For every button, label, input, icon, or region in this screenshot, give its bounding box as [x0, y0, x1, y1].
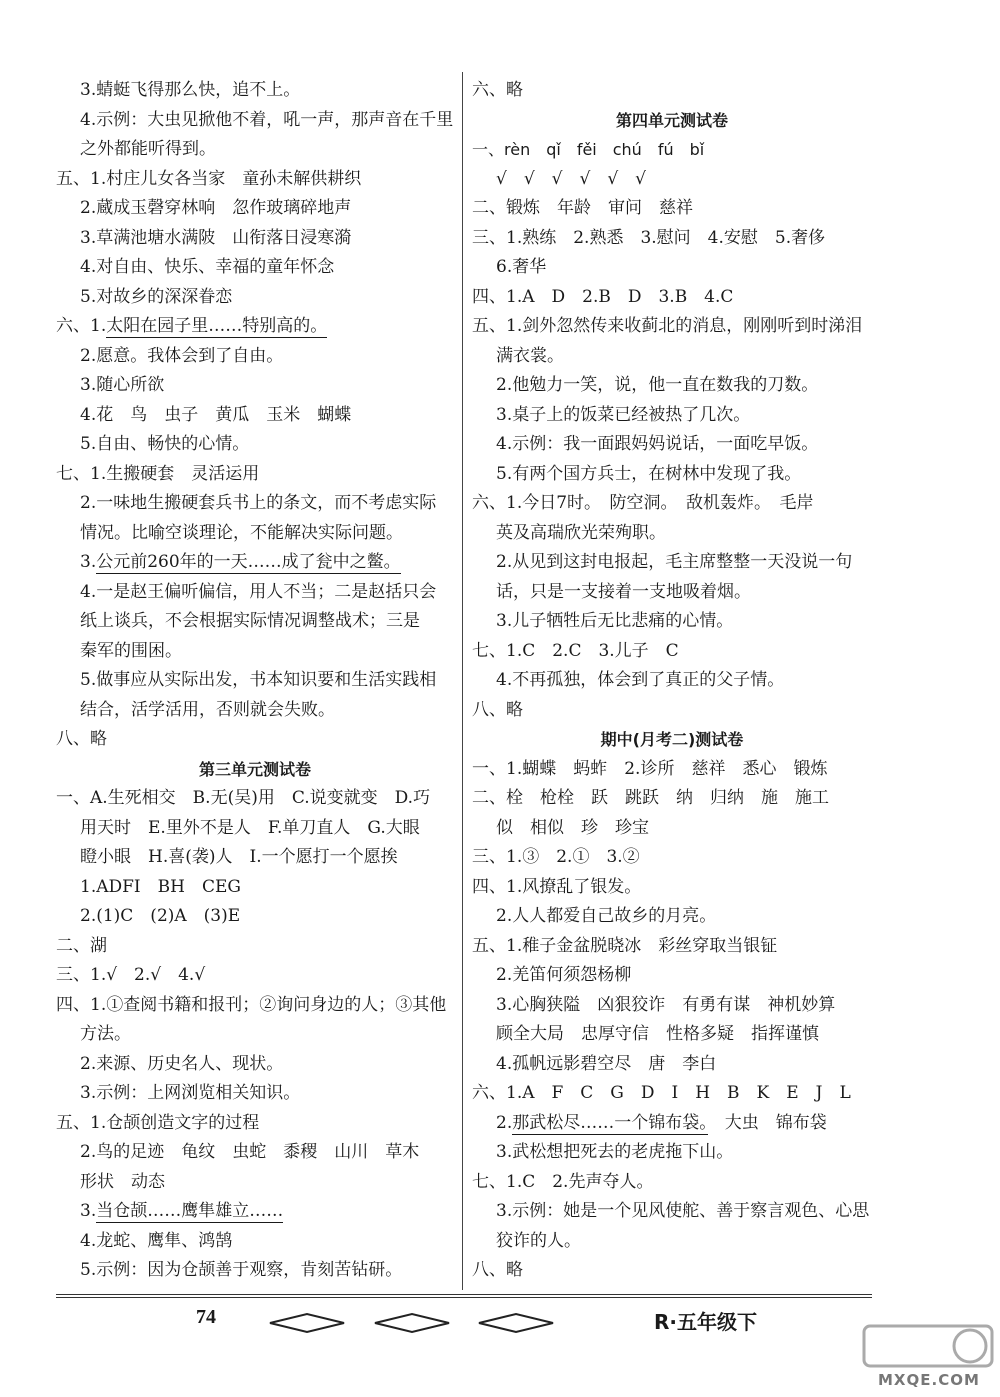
answer-text: 七、1.C 2.C 3.儿子 C: [472, 640, 679, 661]
answer-line: [472, 1050, 872, 1080]
underlined-answer: 公元前260年的一天……成了瓮中之鳖。: [96, 552, 401, 572]
answer-line: [472, 430, 872, 460]
answer-line: [472, 1168, 872, 1198]
answer-line: [472, 843, 872, 873]
answer-line: [472, 902, 872, 932]
answer-line: [56, 401, 454, 431]
answer-line: [56, 489, 454, 519]
answer-line: [56, 873, 454, 903]
answer-text: 四、1.A D 2.B D 3.B 4.C: [472, 286, 734, 307]
footer-rule-top: [56, 1294, 872, 1295]
underlined-answer: 太阳在园子里……特别高的。: [106, 316, 328, 336]
answer-line: [472, 1079, 872, 1109]
section-heading: [56, 755, 454, 785]
answer-text: 之外都能听得到。: [80, 139, 216, 159]
answer-text: 纸上谈兵，不会根据实际情况调整战术；三是: [80, 611, 420, 631]
answer-line: [56, 1256, 454, 1286]
answer-text: 瞪小眼 H.喜(袭)人 I.一个愿打一个愿挨: [80, 847, 398, 867]
answer-text: 结合，活学活用，否则就会失败。: [80, 699, 335, 720]
answer-line: [472, 1256, 872, 1286]
answer-text: 3.: [80, 552, 97, 572]
answer-text: 八、略: [472, 699, 523, 720]
answer-text: 3.草满池塘水满陂 山衔落日浸寒漪: [80, 227, 352, 248]
answer-line: [56, 224, 454, 254]
answer-line: [56, 342, 454, 372]
answer-line: [472, 253, 872, 283]
answer-line: [56, 1079, 454, 1109]
answer-text: 七、1.C 2.先声夺人。: [472, 1171, 654, 1192]
answer-text: 话，只是一支接着一支地吸着烟。: [496, 581, 751, 602]
answer-line: [472, 224, 872, 254]
answer-line: [56, 1109, 454, 1139]
answer-line: [56, 283, 454, 313]
answer-text: 5.示例：因为仓颉善于观察，肯刻苦钻研。: [80, 1260, 403, 1280]
answer-line: [56, 784, 454, 814]
answer-text: 三、1.③ 2.① 3.②: [472, 847, 640, 867]
footer-rule-bottom: [56, 1297, 872, 1298]
answer-text: 4.孤帆远影碧空尽 唐 李白: [496, 1053, 717, 1074]
answer-text: 四、1.风撩乱了银发。: [472, 876, 642, 897]
answer-line: [472, 578, 872, 608]
watermark-text: MXQE.COM: [878, 1371, 980, 1389]
answer-text: 五、1.剑外忽然传来收蓟北的消息，刚刚听到时涕泪: [472, 316, 863, 336]
answer-line: [472, 696, 872, 726]
answer-line: [472, 342, 872, 372]
answer-line: [472, 312, 872, 342]
answer-text: 2.一味地生搬硬套兵书上的条文，而不考虑实际: [80, 493, 437, 513]
answer-line: [472, 401, 872, 431]
answer-text: 似 相似 珍 珍宝: [496, 817, 649, 838]
answer-text: 六、1.今日7时。 防空洞。 敌机轰炸。 毛岸: [472, 493, 814, 513]
answer-text: 方法。: [80, 1024, 131, 1044]
answer-text: 七、1.生搬硬套 灵活运用: [56, 463, 260, 484]
answer-text: 2.鸟的足迹 龟纹 虫蛇 黍稷 山川 草木: [80, 1142, 420, 1162]
answer-line: [472, 1197, 872, 1227]
answer-line: [56, 1050, 454, 1080]
answer-text: 5.对故乡的深深眷恋: [80, 286, 233, 307]
answer-line: [472, 637, 872, 667]
answer-text: 四、1.①查阅书籍和报刊；②询问身边的人；③其他: [56, 994, 447, 1015]
answer-text: 4.示例：我一面跟妈妈说话，一面吃早饭。: [496, 434, 819, 454]
diamond-ornament-1: [268, 1312, 346, 1334]
answer-line: [472, 607, 872, 637]
answer-text: 二、锻炼 年龄 审问 慈祥: [472, 198, 693, 218]
answer-text: 2.人人都爱自己故乡的月亮。: [496, 906, 717, 926]
answer-text: 五、1.稚子金盆脱晓冰 彩丝穿取当银钲: [472, 935, 778, 956]
answer-line: [56, 1020, 454, 1050]
answer-line: [56, 76, 454, 106]
answer-text: 5.做事应从实际出发，书本知识要和生活实践相: [80, 670, 437, 690]
answer-text: 3.: [80, 1201, 97, 1221]
answer-text: 6.奢华: [496, 257, 547, 277]
answer-text: 满衣裳。: [496, 345, 564, 366]
answer-text: 秦军的围困。: [80, 640, 182, 661]
answer-line: [56, 371, 454, 401]
answer-line: [472, 814, 872, 844]
answer-text: 2.蔵成玉磬穿林响 忽作玻璃碎地声: [80, 198, 352, 218]
answer-text: 六、1.A F C G D I H B K E J L: [472, 1083, 851, 1103]
diamond-ornament-2: [373, 1312, 451, 1334]
answer-text: 期中(月考二)测试卷: [600, 730, 744, 749]
answer-line: [56, 106, 454, 136]
answer-text: 六、1.: [56, 316, 107, 336]
answer-text: 一、A.生死相交 B.无(吴)用 C.说变就变 D.巧: [56, 788, 431, 808]
answer-line: [56, 194, 454, 224]
answer-line: [472, 1109, 872, 1139]
answer-text: 3.示例：她是一个见风使舵、善于察言观色、心思: [496, 1201, 870, 1221]
answer-line: [56, 696, 454, 726]
answer-text: 情况。比喻空谈理论，不能解决实际问题。: [80, 522, 403, 543]
answer-text: 4.不再孤独，体会到了真正的父子情。: [496, 670, 785, 690]
answer-text: 3.儿子牺牲后无比悲痛的心情。: [496, 611, 734, 631]
answer-text: 形状 动态: [80, 1171, 165, 1192]
answer-line: [56, 460, 454, 490]
answer-line: [56, 1168, 454, 1198]
answer-text: 4.对自由、快乐、幸福的童年怀念: [80, 257, 335, 277]
underlined-answer: 那武松尽……一个锦布袋。: [512, 1112, 708, 1133]
answer-line: [472, 283, 872, 313]
underlined-answer: 当仓颉……鹰隼雄立……: [96, 1201, 284, 1221]
answer-text: 第四单元测试卷: [615, 110, 728, 130]
answer-text: 五、1.村庄儿女各当家 童孙未解供耕织: [56, 168, 362, 189]
answer-line: [56, 725, 454, 755]
diamond-ornament-3: [477, 1312, 555, 1334]
answer-line: [56, 991, 454, 1021]
answer-line: [472, 165, 872, 195]
answer-text: 5.自由、畅快的心情。: [80, 434, 250, 454]
answer-line: [56, 843, 454, 873]
answer-line: [56, 637, 454, 667]
answer-line: [472, 519, 872, 549]
answer-text: 狡诈的人。: [496, 1230, 581, 1251]
answer-line: [56, 932, 454, 962]
answer-line: [56, 578, 454, 608]
answer-text: 3.随心所欲: [80, 375, 165, 395]
answer-text: 4.示例：大虫见掀他不着，吼一声，那声音在千里: [80, 109, 454, 130]
answer-text: 3.示例：上网浏览相关知识。: [80, 1083, 301, 1103]
answer-line: [56, 814, 454, 844]
answer-line: [56, 312, 454, 342]
answer-text: 3.蜻蜓飞得那么快，追不上。: [80, 80, 301, 100]
answer-line: [472, 991, 872, 1021]
answer-line: [472, 548, 872, 578]
answer-text: 八、略: [56, 729, 107, 749]
answer-line: [472, 784, 872, 814]
answer-text: 二、栓 枪栓 跃 跳跃 纳 归纳 施 施工: [472, 788, 829, 808]
answer-text: √ √ √ √ √ √: [496, 168, 646, 189]
answer-text: 5.有两个国方兵士，在树林中发现了我。: [496, 463, 802, 484]
answer-line: [472, 489, 872, 519]
answer-tail: 大虫 锦布袋: [707, 1112, 827, 1133]
answer-text: 五、1.仓颉创造文字的过程: [56, 1112, 260, 1133]
answer-line: [472, 873, 872, 903]
answer-line: [472, 755, 872, 785]
answer-line: [56, 519, 454, 549]
answer-line: [56, 253, 454, 283]
answer-text: 3.桌子上的饭菜已经被热了几次。: [496, 404, 751, 425]
answer-text: 2.来源、历史名人、现状。: [80, 1053, 284, 1074]
watermark-logo: [858, 1320, 998, 1393]
answer-text: 顾全大局 忠厚守信 性格多疑 指挥谨慎: [496, 1024, 819, 1044]
page-number: 74: [196, 1306, 216, 1328]
answer-text: 4.龙蛇、鹰隼、鸿鹄: [80, 1230, 233, 1251]
answer-line: [56, 666, 454, 696]
answer-line: [472, 932, 872, 962]
answer-line: [56, 961, 454, 991]
answer-text: 2.羌笛何须怨杨柳: [496, 965, 632, 985]
answer-line: [472, 1138, 872, 1168]
answer-text: 2.从见到这封电报起，毛主席整整一天没说一句: [496, 552, 853, 572]
left-column: [56, 76, 454, 1286]
answer-text: 1.ADFI BH CEG: [80, 876, 241, 897]
answer-line: [472, 76, 872, 106]
answer-line: [56, 1138, 454, 1168]
answer-line: [472, 666, 872, 696]
answer-line: [472, 371, 872, 401]
answer-line: [472, 1020, 872, 1050]
answer-line: [56, 165, 454, 195]
answer-text: 用天时 E.里外不是人 F.单刀直人 G.大眼: [80, 817, 420, 838]
answer-text: 2.愿意。我体会到了自由。: [80, 345, 284, 366]
answer-line: [56, 135, 454, 165]
answer-line: [472, 460, 872, 490]
answer-text: 一、1.蝴蝶 蚂蚱 2.诊所 慈祥 悉心 锻炼: [472, 758, 828, 779]
answer-text: 3.武松想把死去的老虎拖下山。: [496, 1142, 734, 1162]
section-heading: [472, 725, 872, 755]
answer-line: [472, 194, 872, 224]
answer-line: [56, 1197, 454, 1227]
answer-text: 三、1.熟练 2.熟悉 3.慰问 4.安慰 5.奢侈: [472, 227, 826, 248]
section-heading: [472, 106, 872, 136]
answer-line: [472, 1227, 872, 1257]
answer-text: 一、rèn qǐ fěi chú fú bǐ: [472, 140, 705, 159]
answer-text: 第三单元测试卷: [198, 759, 311, 779]
answer-text: 六、略: [472, 80, 523, 100]
answer-text: 3.心胸狭隘 凶狠狡诈 有勇有谋 神机妙算: [496, 994, 836, 1015]
answer-line: [56, 902, 454, 932]
page-footer: [56, 1300, 872, 1350]
answer-text: 2.(1)C (2)A (3)E: [80, 906, 241, 926]
answer-line: [56, 1227, 454, 1257]
grade-label: R·五年级下: [654, 1310, 757, 1334]
answer-text: 八、略: [472, 1260, 523, 1280]
answer-text: 2.: [496, 1112, 513, 1133]
answer-line: [56, 430, 454, 460]
answer-text: 英及高瑞欣光荣殉职。: [496, 522, 666, 543]
right-column: [472, 76, 872, 1286]
answer-line: [56, 607, 454, 637]
answer-text: 2.他勉力一笑，说，他一直在数我的刀数。: [496, 375, 819, 395]
column-divider: [462, 72, 463, 1290]
answer-text: 二、湖: [56, 935, 107, 956]
answer-text: 三、1.√ 2.√ 4.√: [56, 965, 206, 985]
answer-text: 4.一是赵王偏听偏信，用人不当；二是赵括只会: [80, 581, 437, 602]
answer-line: [472, 135, 872, 165]
answer-line: [472, 961, 872, 991]
answer-line: [56, 548, 454, 578]
answer-text: 4.花 鸟 虫子 黄瓜 玉米 蝴蝶: [80, 404, 352, 425]
